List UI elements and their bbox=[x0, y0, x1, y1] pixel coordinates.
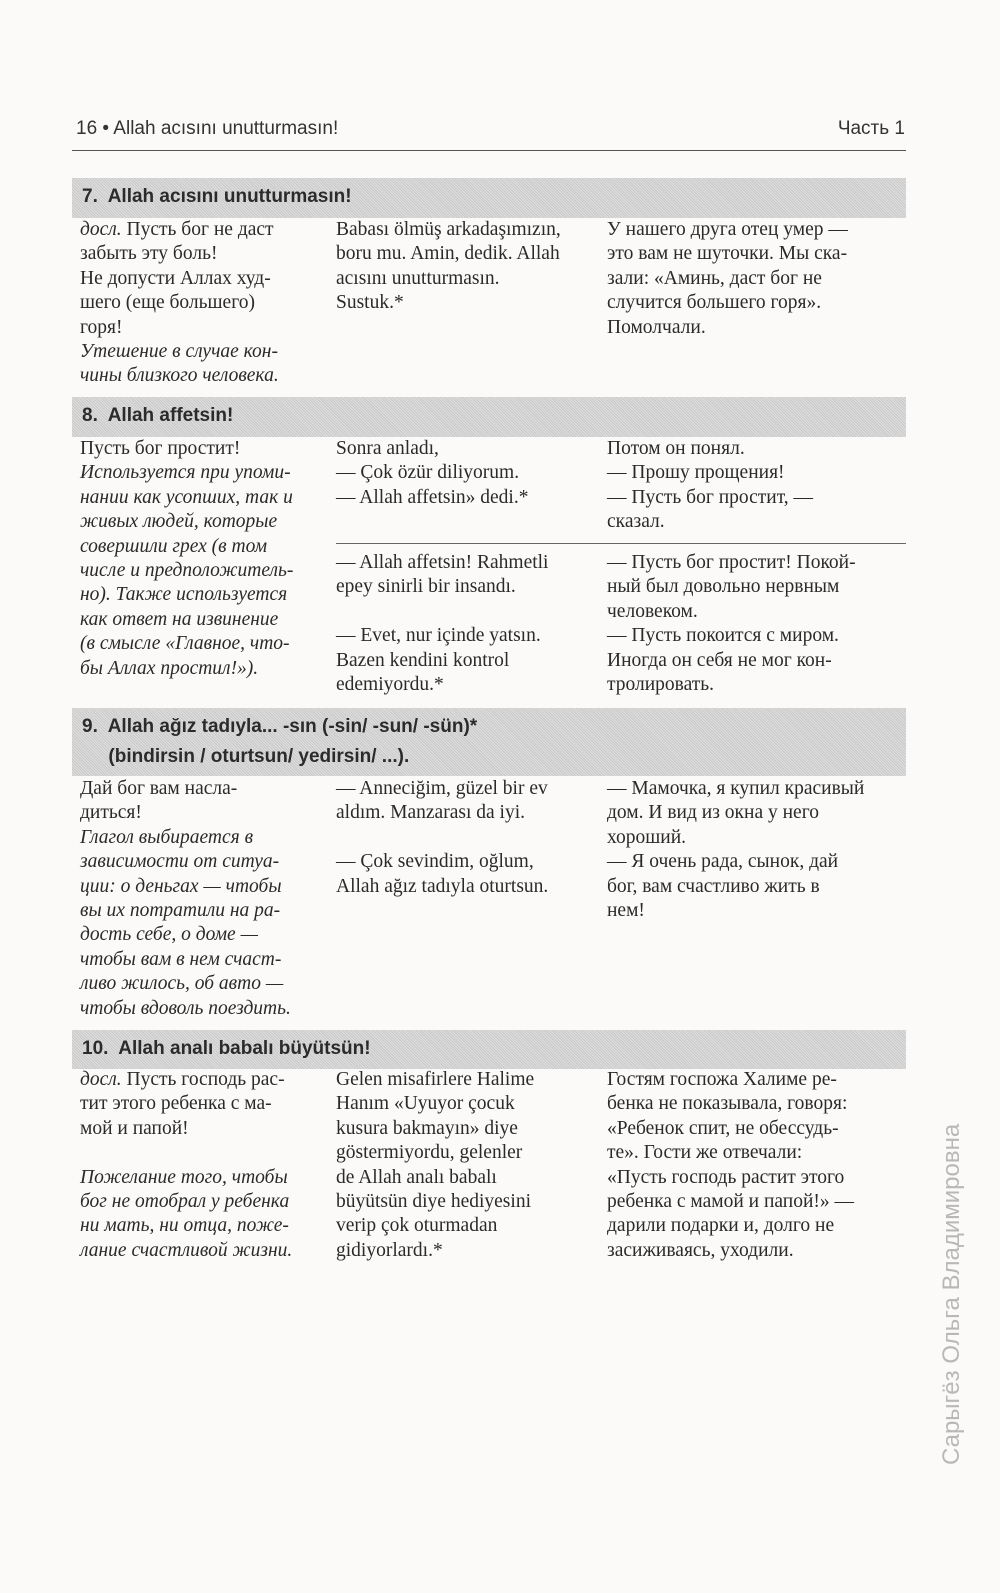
text-line bbox=[336, 575, 548, 599]
text-line bbox=[336, 600, 548, 624]
running-header-part: Часть 1 bbox=[837, 118, 905, 139]
line-text: — Я очень рада, сынок, дай bbox=[607, 851, 839, 873]
text-line bbox=[80, 535, 293, 559]
text-line bbox=[80, 316, 279, 340]
line-text: лание счастливой жизни. bbox=[80, 1239, 293, 1261]
text-line bbox=[80, 801, 291, 825]
text-line bbox=[80, 850, 291, 874]
text-line bbox=[607, 1068, 854, 1092]
line-text: Gelen misafirlere Halime bbox=[336, 1069, 535, 1090]
line-text: дом. И вид из окна у него bbox=[607, 802, 819, 824]
line-text: ливо жилось, об авто — bbox=[80, 973, 284, 995]
text-line bbox=[336, 1214, 534, 1238]
line-text: человеком. bbox=[607, 600, 698, 622]
text-line bbox=[80, 948, 291, 972]
text-line bbox=[336, 551, 548, 575]
text-line bbox=[607, 600, 856, 624]
text-line bbox=[80, 899, 291, 923]
meaning-cell bbox=[80, 437, 293, 681]
line-text: aldım. Manzarası da iyi. bbox=[336, 802, 525, 824]
text-line bbox=[80, 461, 293, 485]
text-line bbox=[336, 1141, 534, 1165]
turkish-example-cell bbox=[336, 1068, 534, 1263]
line-text: шего (еще большего) bbox=[80, 292, 255, 314]
line-text: — Anneciğim, güzel bir ev bbox=[336, 778, 548, 799]
line-text: Иногда он себя не мог кон- bbox=[607, 649, 832, 671]
line-text: нании как усопших, так и bbox=[80, 486, 293, 508]
text-line bbox=[336, 826, 548, 850]
section-heading bbox=[72, 178, 906, 218]
text-line bbox=[336, 1190, 534, 1214]
line-text: зали: «Аминь, даст бог не bbox=[607, 267, 822, 289]
line-text: хороший. bbox=[607, 826, 687, 848]
watermark: Сарыгёз Ольга Владимировна bbox=[938, 1123, 965, 1465]
line-text: Пусть господь рас- bbox=[121, 1069, 285, 1090]
line-text: — Пусть бог простит! Покой- bbox=[607, 552, 856, 573]
text-line bbox=[336, 1068, 534, 1092]
text-line bbox=[336, 1239, 534, 1263]
line-text: Потом он понял. bbox=[607, 438, 745, 459]
section-heading bbox=[72, 397, 906, 437]
text-line bbox=[607, 649, 856, 673]
turkish-example-cell bbox=[336, 437, 528, 510]
text-line bbox=[80, 777, 291, 801]
text-line bbox=[80, 583, 293, 607]
text-line bbox=[607, 899, 864, 923]
line-text: — Evet, nur içinde yatsın. bbox=[336, 625, 541, 647]
text-line bbox=[607, 267, 848, 291]
text-line bbox=[80, 657, 293, 681]
text-line bbox=[336, 673, 548, 697]
text-line bbox=[80, 1214, 292, 1238]
text-line bbox=[607, 1092, 854, 1116]
line-text: чтобы вам в нем счаст- bbox=[80, 948, 282, 970]
line-text: Утешение в случае кон- bbox=[80, 340, 278, 362]
line-text: epey sinirli bir insandı. bbox=[336, 576, 516, 598]
line-text: (в смысле «Главное, что- bbox=[80, 633, 290, 655]
line-text: ребенка с мамой и папой!» — bbox=[607, 1190, 855, 1212]
line-text: числе и предположитель- bbox=[80, 559, 294, 581]
line-text: — Пусть покоится с миром. bbox=[607, 625, 839, 647]
abbreviation: досл. bbox=[80, 1069, 122, 1090]
turkish-example-cell bbox=[336, 218, 561, 316]
line-text: бенка не показывала, говоря: bbox=[607, 1093, 848, 1115]
text-line bbox=[607, 242, 848, 266]
line-text: — Мамочка, я купил красивый bbox=[607, 778, 865, 799]
running-header-title: 16 • Allah acısını unutturmasın! bbox=[76, 118, 339, 139]
line-text: Allah ağız tadıyla oturtsun. bbox=[336, 875, 549, 897]
line-text: Пожелание того, чтобы bbox=[80, 1166, 288, 1188]
text-line bbox=[336, 218, 561, 242]
text-line bbox=[336, 801, 548, 825]
text-line bbox=[607, 461, 813, 485]
line-text: ни мать, ни отца, поже- bbox=[80, 1215, 289, 1237]
line-text: горя! bbox=[80, 316, 123, 338]
turkish-example-cell bbox=[336, 777, 548, 899]
line-text: — Çok özür diliyorum. bbox=[336, 462, 520, 484]
line-text: — Allah affetsin! Rahmetli bbox=[336, 552, 549, 573]
line-text: чины близкого человека. bbox=[80, 365, 279, 387]
text-line bbox=[80, 340, 279, 364]
line-text: edemiyordu.* bbox=[336, 673, 444, 695]
text-line bbox=[80, 510, 293, 534]
line-text: kusura bakmayın» diye bbox=[336, 1117, 518, 1139]
line-text: совершили грех (в том bbox=[80, 535, 268, 557]
line-text: это вам не шуточки. Мы ска- bbox=[607, 243, 848, 265]
text-line bbox=[80, 218, 279, 242]
line-text: Помолчали. bbox=[607, 316, 706, 338]
line-text: göstermiyordu, gelenler bbox=[336, 1142, 523, 1164]
section-heading-text: (bindirsin / oturtsun/ yedirsin/ ...). bbox=[82, 746, 410, 767]
text-line bbox=[80, 364, 279, 388]
line-text: Глагол выбирается в bbox=[80, 826, 254, 848]
russian-translation-cell bbox=[607, 777, 864, 923]
line-text: ции: о деньгах — чтобы bbox=[80, 875, 282, 897]
text-line bbox=[80, 608, 293, 632]
text-line bbox=[607, 218, 848, 242]
section-heading-text: 9. Allah ağız tadıyla... -sın (-sin/ -sun/ -sün)* bbox=[82, 716, 478, 737]
turkish-example-cell bbox=[336, 551, 548, 697]
line-text: Пусть бог не даст bbox=[121, 219, 274, 240]
line-text: gidiyorlardı.* bbox=[336, 1239, 443, 1261]
text-line bbox=[336, 624, 548, 648]
section-heading bbox=[72, 1030, 906, 1069]
text-line bbox=[336, 291, 561, 315]
text-line bbox=[80, 1190, 292, 1214]
line-text: бы Аллах простил!»). bbox=[80, 657, 259, 679]
line-text: — Прошу прощения! bbox=[607, 462, 785, 484]
text-line bbox=[607, 486, 813, 510]
section-heading-text: 8. Allah affetsin! bbox=[82, 405, 234, 426]
text-line bbox=[607, 1214, 854, 1238]
text-line bbox=[607, 777, 864, 801]
line-text: de Allah analı babalı bbox=[336, 1166, 497, 1188]
text-line bbox=[336, 267, 561, 291]
text-line bbox=[336, 1166, 534, 1190]
line-text: Гостям госпожа Халиме ре- bbox=[607, 1069, 837, 1090]
text-line bbox=[80, 291, 279, 315]
text-line bbox=[607, 575, 856, 599]
line-text: Sustuk.* bbox=[336, 292, 404, 314]
line-text: boru mu. Amin, dedik. Allah bbox=[336, 243, 560, 265]
text-line bbox=[80, 267, 279, 291]
line-text: Bazen kendini kontrol bbox=[336, 649, 510, 671]
text-line bbox=[607, 850, 864, 874]
text-line bbox=[80, 1117, 292, 1141]
line-text: вы их потратили на ра- bbox=[80, 899, 281, 921]
text-line bbox=[336, 437, 528, 461]
text-line bbox=[607, 291, 848, 315]
line-text: verip çok oturmadan bbox=[336, 1215, 498, 1237]
text-line bbox=[80, 923, 291, 947]
text-line bbox=[80, 486, 293, 510]
russian-translation-cell bbox=[607, 1068, 854, 1263]
text-line bbox=[607, 801, 864, 825]
text-line bbox=[607, 1117, 854, 1141]
text-line bbox=[80, 875, 291, 899]
russian-translation-cell bbox=[607, 218, 848, 340]
line-text: случится большего горя». bbox=[607, 292, 822, 314]
line-text: как ответ на извинение bbox=[80, 608, 279, 630]
russian-translation-cell bbox=[607, 437, 813, 535]
text-line bbox=[80, 997, 291, 1021]
text-line bbox=[336, 649, 548, 673]
text-line bbox=[607, 875, 864, 899]
text-line bbox=[80, 826, 291, 850]
text-line bbox=[80, 1166, 292, 1190]
line-text: живых людей, которые bbox=[80, 511, 278, 533]
line-text: мой и папой! bbox=[80, 1117, 189, 1139]
line-text: büyütsün diye hediyesini bbox=[336, 1190, 531, 1212]
line-text: У нашего друга отец умер — bbox=[607, 219, 848, 240]
section-heading-text: 7. Allah acısını unutturmasın! bbox=[82, 186, 352, 207]
text-line bbox=[607, 551, 856, 575]
text-line bbox=[607, 673, 856, 697]
header-rule bbox=[72, 150, 906, 151]
text-line bbox=[607, 1190, 854, 1214]
line-text: — Allah affetsin» dedi.* bbox=[336, 486, 529, 508]
line-text: но). Также используется bbox=[80, 584, 288, 606]
text-line bbox=[336, 850, 548, 874]
line-text: Пусть бог простит! bbox=[80, 438, 241, 459]
line-text: сказал. bbox=[607, 511, 665, 533]
line-text: тит этого ребенка с ма- bbox=[80, 1093, 272, 1115]
line-text: ный был довольно нервным bbox=[607, 576, 840, 598]
text-line bbox=[336, 875, 548, 899]
meaning-cell bbox=[80, 777, 291, 1021]
line-text: Используется при упоми- bbox=[80, 462, 291, 484]
text-line bbox=[80, 242, 279, 266]
text-line bbox=[336, 242, 561, 266]
text-line bbox=[80, 1239, 292, 1263]
text-line bbox=[336, 486, 528, 510]
text-line bbox=[336, 1117, 534, 1141]
line-text: засиживаясь, уходили. bbox=[607, 1239, 794, 1261]
text-line bbox=[607, 1141, 854, 1165]
section-heading bbox=[72, 708, 906, 776]
abbreviation: досл. bbox=[80, 219, 122, 240]
text-line bbox=[80, 559, 293, 583]
line-text: — Çok sevindim, oğlum, bbox=[336, 851, 534, 873]
text-line bbox=[336, 1092, 534, 1116]
text-line bbox=[80, 1068, 292, 1092]
line-text: «Ребенок спит, не обессудь- bbox=[607, 1117, 839, 1139]
line-text: чтобы вдоволь поездить. bbox=[80, 997, 291, 1019]
text-line bbox=[607, 437, 813, 461]
text-line bbox=[607, 826, 864, 850]
line-text: бог, вам счастливо жить в bbox=[607, 875, 820, 897]
line-text: Не допусти Аллах худ- bbox=[80, 267, 271, 289]
line-text: нем! bbox=[607, 899, 645, 921]
line-text: те». Гости же отвечали: bbox=[607, 1142, 803, 1164]
text-line bbox=[336, 777, 548, 801]
text-line bbox=[607, 624, 856, 648]
text-line bbox=[336, 461, 528, 485]
line-text: диться! bbox=[80, 802, 142, 824]
line-text: Sonra anladı, bbox=[336, 438, 439, 459]
text-line bbox=[80, 632, 293, 656]
meaning-cell bbox=[80, 218, 279, 389]
line-text: тролировать. bbox=[607, 673, 715, 695]
line-text: Hanım «Uyuyor çocuk bbox=[336, 1093, 515, 1115]
text-line bbox=[607, 316, 848, 340]
section-heading-text: 10. Allah analı babalı büyütsün! bbox=[82, 1038, 371, 1059]
text-line bbox=[607, 1239, 854, 1263]
line-text: дость себе, о доме — bbox=[80, 924, 258, 946]
line-text: забыть эту боль! bbox=[80, 243, 218, 265]
text-line bbox=[80, 1141, 292, 1165]
text-line bbox=[607, 510, 813, 534]
line-text: Дай бог вам насла- bbox=[80, 778, 238, 799]
text-line bbox=[80, 972, 291, 996]
line-text: дарили подарки и, долго не bbox=[607, 1215, 835, 1237]
line-text: acısını unutturmasın. bbox=[336, 267, 500, 289]
row-divider bbox=[336, 543, 906, 544]
line-text: «Пусть господь растит этого bbox=[607, 1166, 845, 1188]
text-line bbox=[607, 1166, 854, 1190]
line-text: Babası ölmüş arkadaşımızın, bbox=[336, 219, 561, 240]
line-text: — Пусть бог простит, — bbox=[607, 486, 814, 508]
line-text: зависимости от ситуа- bbox=[80, 851, 280, 873]
russian-translation-cell bbox=[607, 551, 856, 697]
text-line bbox=[80, 437, 293, 461]
text-line bbox=[80, 1092, 292, 1116]
line-text: бог не отобрал у ребенка bbox=[80, 1190, 290, 1212]
meaning-cell bbox=[80, 1068, 292, 1263]
